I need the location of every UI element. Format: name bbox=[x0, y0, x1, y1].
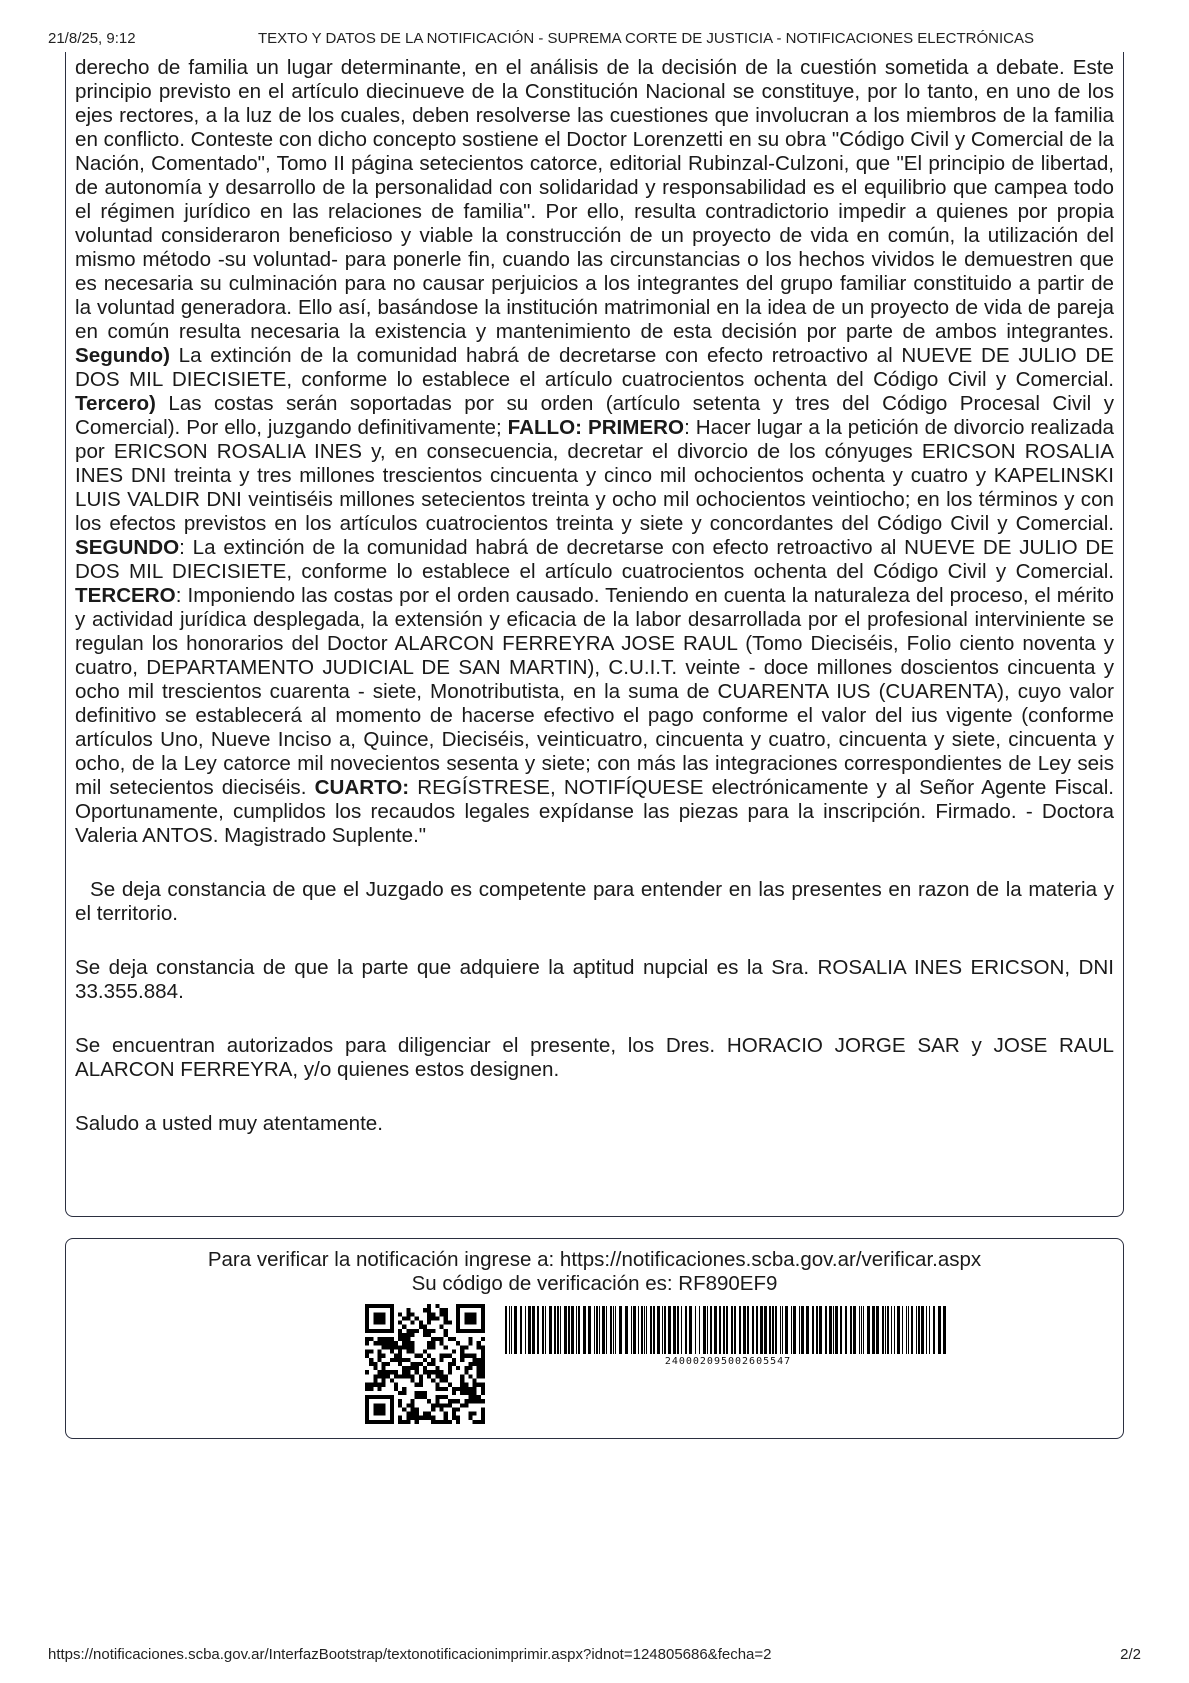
text-segment: : Imponiendo las costas por el orden causado. Teniendo en cuenta la naturaleza del proceso, el mérito y actividad jurídica desplegada, la extensión y eficacia de la labor desarrollada por el profesional interviniente se regulan los honorarios del Doctor ALARCON FERREYRA JOSE RAUL (Tomo Dieciséis, Folio ciento noventa y cuatro, DEPARTAMENTO JUDICIAL DE SAN MARTIN), C.U.I.T. veinte - doce millones doscientos cincuenta y ocho mil trescientos cuarenta - siete, Monotributista, en la suma de CUARENTA IUS (CUARENTA), cuyo valor definitivo se establecerá al momento de hacerse efectivo el pago conforme el valor del ius vigente (conforme artículos Uno, Nueve Inciso a, Quince, Dieciséis, veinticuatro, cincuenta y cuatro, cincuenta y siete, cincuenta y ocho, de la Ley catorce mil novecientos sesenta y siete; con más las integraciones correspondientes de Ley seis mil setecientos dieciséis. bbox=[75, 584, 1114, 799]
text-segment: derecho de familia un lugar determinante, en el análisis de la decisión de la cuestión sometida a debate. Este principio previsto en el artículo diecinueve de la Constitución Nacional se constituye, por lo tanto, en uno de los ejes rectores, a la luz de los cuales, deben resolverse las cuestiones que involucran a los miembros de la familia en conflicto. Conteste con dicho concepto sostiene el Doctor Lorenzetti en su obra "Código Civil y Comercial de la Nación, Comentado", Tomo II página setecientos catorce, editorial Rubinzal-Culzoni, que "El principio de libertad, de autonomía y desarrollo de la personalidad con solidaridad y responsabilidad es el equilibrio que campea todo el régimen jurídico en las relaciones de familia". Por ello, resulta contradictorio impedir a quienes por propia voluntad consideraron beneficioso y viable la construcción de un proyecto de vida en común, la utilización del mismo método -su voluntad- para ponerle fin, cuando las circunstancias o los hechos vividos le demuestren que es necesaria su culminación para no causar perjuicios a los integrantes del grupo familiar constituido a partir de la voluntad generadora. Ello así, basándose la institución matrimonial en la idea de un proyecto de vida de pareja en común resulta necesaria la existencia y mantenimiento de esta decisión por parte de ambos integrantes. bbox=[75, 56, 1114, 343]
text-segment: La extinción de la comunidad habrá de decretarse con efecto retroactivo al NUEVE DE JULIO DE DOS MIL DIECISIETE, conforme lo establece el artículo cuatrocientos ochenta del Código Civil y Comercial. bbox=[75, 344, 1114, 391]
authorized-paragraph: Se encuentran autorizados para diligenciar el presente, los Dres. HORACIO JORGE SAR y JOSE RAUL ALARCON FERREYRA, y/o quienes estos designen. bbox=[75, 1034, 1114, 1081]
print-timestamp: 21/8/25, 9:12 bbox=[48, 30, 136, 47]
verification-url-text: Para verificar la notificación ingrese a: https://notificaciones.scba.gov.ar/verificar.aspx bbox=[207, 1248, 982, 1271]
text-segment: : La extinción de la comunidad habrá de decretarse con efecto retroactivo al NUEVE DE JULIO DE DOS MIL DIECISIETE, conforme lo establece el artículo cuatrocientos ochenta del Código Civil y Comercial. bbox=[75, 536, 1114, 583]
qr-code-icon bbox=[365, 1304, 485, 1424]
bold-label: CUARTO: bbox=[314, 776, 410, 799]
bold-label: FALLO: PRIMERO bbox=[507, 416, 685, 439]
nuptial-aptitude-paragraph: Se deja constancia de que la parte que adquiere la aptitud nupcial es la Sra. ROSALIA INES ERICSON, DNI 33.355.884. bbox=[75, 956, 1114, 1003]
barcode-icon bbox=[505, 1306, 951, 1354]
barcode-number: 240002095002605547 bbox=[664, 1356, 792, 1367]
verification-box bbox=[65, 1238, 1124, 1439]
competence-paragraph: Se deja constancia de que el Juzgado es competente para entender en las presentes en razon de la materia y el territorio. bbox=[75, 878, 1114, 925]
bold-label: Segundo) bbox=[75, 344, 170, 367]
closing-paragraph: Saludo a usted muy atentamente. bbox=[75, 1112, 383, 1135]
bold-label: TERCERO bbox=[75, 584, 176, 607]
footer-url: https://notificaciones.scba.gov.ar/InterfazBootstrap/textonotificacionimprimir.aspx?idnot=124805686&fecha=2 bbox=[48, 1646, 772, 1663]
bold-label: Tercero) bbox=[75, 392, 156, 415]
text-segment: : Hacer lugar a la petición de divorcio realizada por ERICSON ROSALIA INES y, en consecuencia, decretar el divorcio de los cónyuges ERICSON ROSALIA INES DNI treinta y tres millones trescientos cincuenta y cinco mil ochocientos ochenta y cuatro y KAPELINSKI LUIS VALDIR DNI veintiséis millones setecientos treinta y ocho mil ochocientos veintiocho; en los términos y con los efectos previstos en los artículos cuatrocientos treinta y siete y concordantes del Código Civil y Comercial. bbox=[75, 416, 1114, 535]
bold-label: SEGUNDO bbox=[75, 536, 180, 559]
text-segment: Las costas serán soportadas por su orden (artículo setenta y tres del Código Procesal Civil y Comercial). Por ello, juzgando definitivamente; bbox=[75, 392, 1114, 439]
page-title: TEXTO Y DATOS DE LA NOTIFICACIÓN - SUPREMA CORTE DE JUSTICIA - NOTIFICACIONES ELECTRÓNICAS bbox=[258, 30, 1034, 47]
page-number: 2/2 bbox=[1120, 1646, 1141, 1663]
text-segment: REGÍSTRESE, NOTIFÍQUESE electrónicamente y al Señor Agente Fiscal. Oportunamente, cumplidos los recaudos legales expídanse las piezas para la inscripción. Firmado. - Doctora Valeria ANTOS. Magistrado Suplente." bbox=[75, 776, 1114, 847]
verification-code-text: Su código de verificación es: RF890EF9 bbox=[411, 1272, 778, 1295]
resolution-paragraph bbox=[75, 56, 1114, 848]
notification-text-box bbox=[65, 52, 1124, 1217]
